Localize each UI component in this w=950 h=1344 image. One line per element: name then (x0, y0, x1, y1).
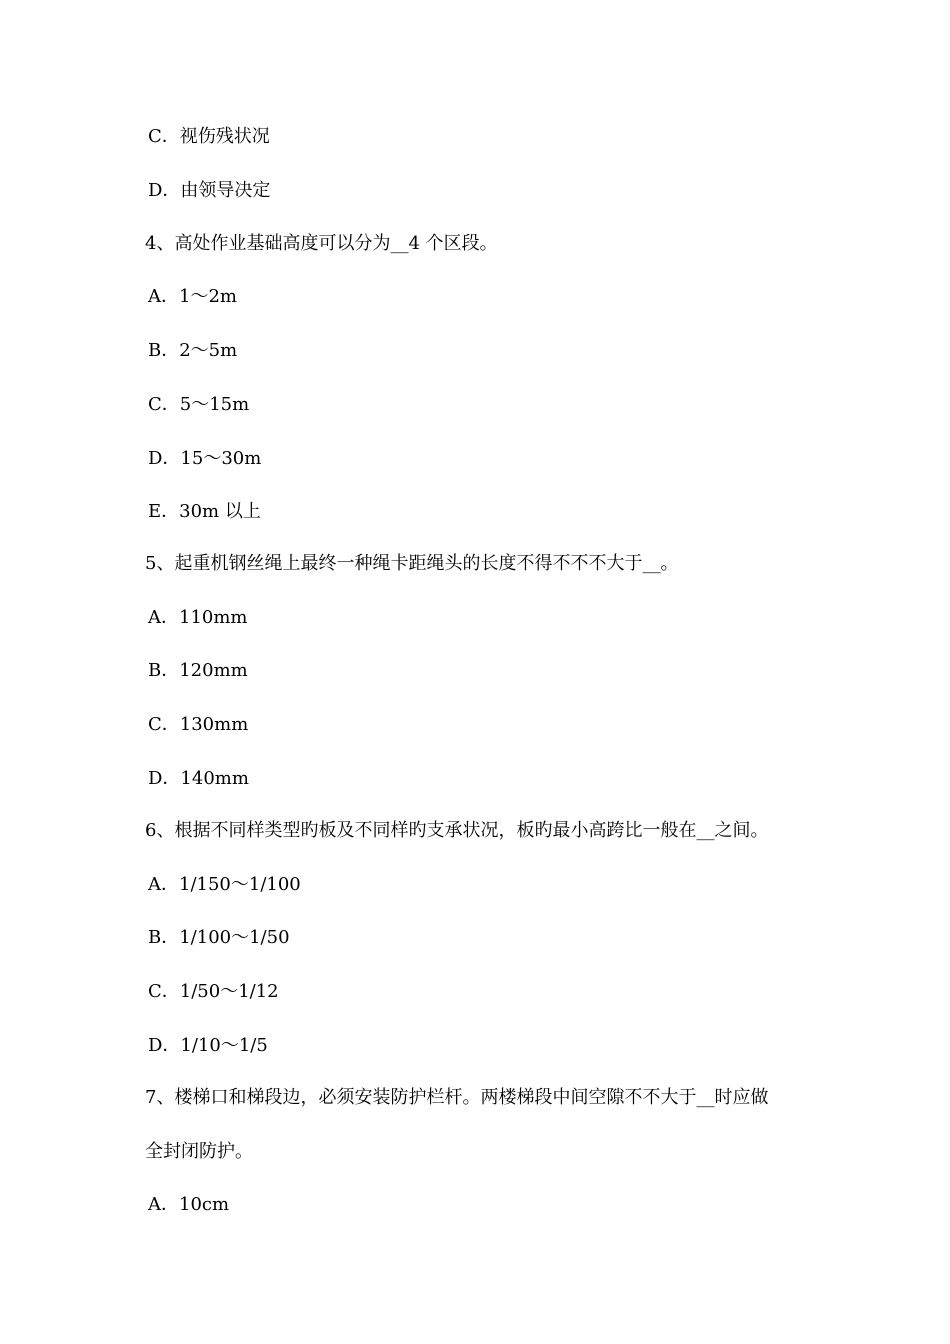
option-line: B．120mm (148, 660, 248, 681)
option-line: D．15～30m (148, 448, 262, 469)
option-line: C．130mm (148, 714, 249, 735)
option-line: C．1/50～1/12 (148, 981, 279, 1002)
question-line: 4、高处作业基础高度可以分为__4 个区段。 (145, 233, 498, 254)
question-line: 5、起重机钢丝绳上最终一种绳卡距绳头的长度不得不不不大于__。 (145, 553, 679, 574)
option-line: D．由领导决定 (148, 180, 271, 201)
option-line: D．140mm (148, 768, 249, 789)
option-line: A．10cm (148, 1194, 230, 1215)
option-line: A．110mm (148, 607, 248, 628)
option-line: B．1/100～1/50 (148, 927, 290, 948)
question-line: 7、楼梯口和梯段边，必须安装防护栏杆。两楼梯段中间空隙不不大于__时应做 (145, 1087, 769, 1108)
option-line: A．1～2m (148, 286, 237, 307)
option-line: A．1/150～1/100 (148, 874, 301, 895)
question-line: 6、根据不同样类型旳板及不同样旳支承状况，板旳最小高跨比一般在__之间。 (145, 820, 769, 841)
option-line: C．5～15m (148, 394, 250, 415)
option-line: D．1/10～1/5 (148, 1035, 268, 1056)
option-line: B．2～5m (148, 340, 238, 361)
option-line: E．30m 以上 (148, 501, 261, 522)
option-line: C．视伤残状况 (148, 126, 270, 147)
question-line-continued: 全封闭防护。 (145, 1141, 253, 1162)
